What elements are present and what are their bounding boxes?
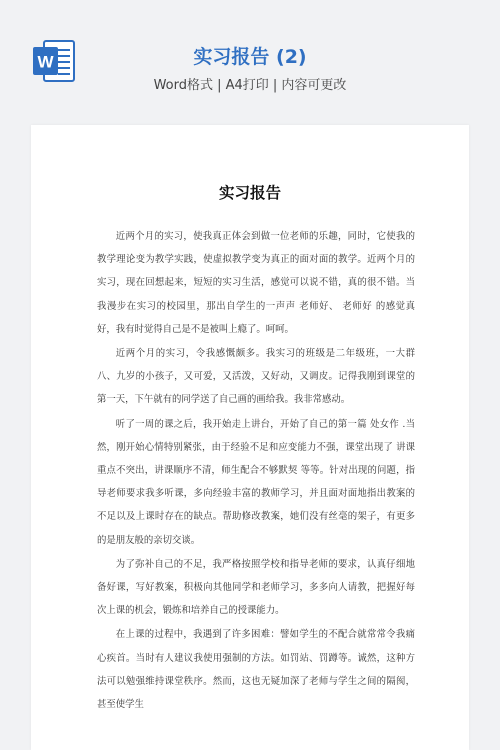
page-subtitle: Word格式 | A4打印 | 内容可更改 bbox=[153, 78, 347, 93]
word-icon-letter: W bbox=[37, 52, 54, 72]
header bbox=[0, 0, 500, 118]
paragraph: 近两个月的实习，令我感慨颇多。我实习的班级是二年级班，一大群八、九岁的小孩子，又可爱，又活泼，又好动，又调皮。记得我刚到课堂的第一天，下午就有的同学送了自己画的画给我。我非常感动。 bbox=[97, 348, 415, 406]
document-title: 实习报告 bbox=[218, 183, 281, 202]
document-page bbox=[31, 125, 469, 750]
paragraph: 为了弥补自己的不足，我严格按照学校和指导老师的要求，认真仔细地备好课，写好教案，积极向其他同学和老师学习，多多向人请教，把握好每次上课的机会，锻炼和培养自己的授课能力。 bbox=[97, 558, 415, 617]
document-body bbox=[97, 225, 415, 717]
paragraph: 在上课的过程中，我遇到了许多困难：譬如学生的不配合就常常令我痛心疾首。当时有人建议我使用强制的方法。如罚站、罚蹲等。诚然，这种方法可以勉强维持课堂秩序。然而，这也无疑加深了老师与学生之间的隔阂，甚至使学生 bbox=[97, 629, 415, 711]
paragraph: 听了一周的课之后，我开始走上讲台，开始了自己的第一篇 处女作 .当然，刚开始心情特别紧张，由于经验不足和应变能力不强，课堂出现了 讲课重点不突出，讲课顺序不清，师生配合不够默契 等等。针对出现的问题，指导老师要求我多听课，多向经验丰富的教师学习，并且面对面地指出教案的不足以及上课时存在的缺点。帮助修改教案，她们没有丝毫的架子，有更多的是朋友般的亲切交谈。 bbox=[97, 418, 415, 546]
paragraph: 近两个月的实习，使我真正体会到做一位老师的乐趣，同时，它使我的教学理论变为教学实践，使虚拟教学变为真正的面对面的教学。近两个月的实习，现在回想起来，短短的实习生活，感觉可以说不错，真的很不错。当我漫步在实习的校园里，那出自学生的一声声 老师好、 老师好 的感觉真好，我有时觉得自己是不是被叫上瘾了。呵呵。 bbox=[97, 231, 415, 335]
page-title: 实习报告 (2) bbox=[193, 46, 307, 68]
